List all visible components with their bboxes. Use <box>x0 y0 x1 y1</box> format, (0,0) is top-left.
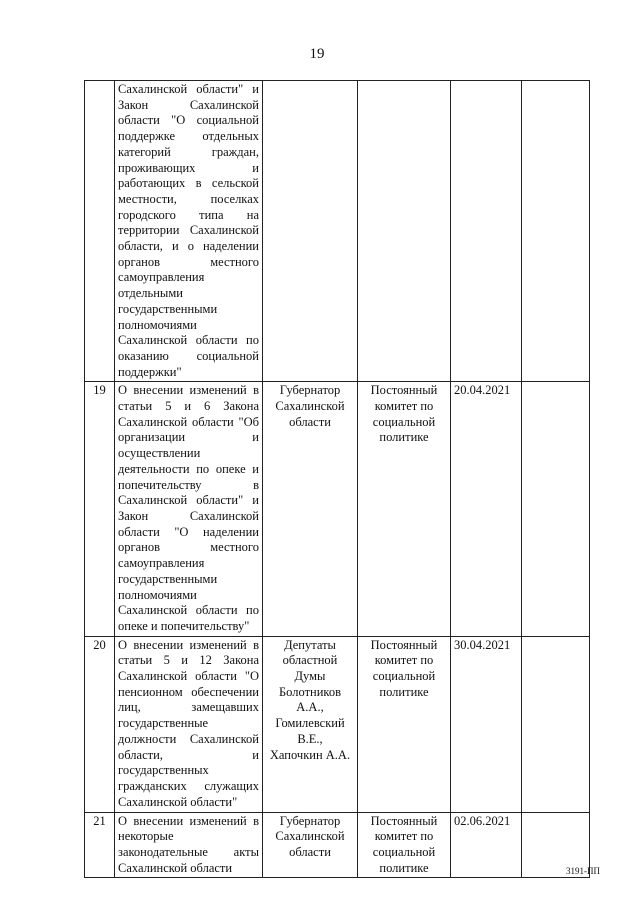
initiator-text: Губернатор Сахалинской области <box>275 383 345 429</box>
extra-cell <box>522 81 590 382</box>
date: 30.04.2021 <box>451 636 522 812</box>
bill-title <box>115 636 263 812</box>
page-number: 19 <box>309 46 325 62</box>
date: 20.04.2021 <box>451 382 522 636</box>
committee-text: Постоянный комитет по социальной политике <box>370 383 438 445</box>
initiator <box>263 636 358 812</box>
committee <box>358 382 451 636</box>
bill-title-text: О внесении изменений в некоторые законодательные акты Сахалинской области <box>118 813 259 875</box>
date <box>451 81 522 382</box>
row-number: 21 <box>85 812 115 878</box>
extra-cell <box>522 636 590 812</box>
committee-text: Постоянный комитет по социальной политике <box>370 637 438 699</box>
bill-title <box>115 382 263 636</box>
committee <box>358 812 451 878</box>
bill-title <box>115 812 263 878</box>
initiator-text: Губернатор Сахалинской области <box>275 813 345 860</box>
table-row <box>85 81 590 382</box>
row-number: 20 <box>85 636 115 812</box>
bills-table <box>84 80 590 878</box>
committee <box>358 636 451 812</box>
row-number <box>85 81 115 382</box>
initiator <box>263 81 358 382</box>
bill-title-text: О внесении изменений в статьи 5 и 12 Закона Сахалинской области "О пенсионном обеспечении лиц, замещавших государственные должности Сахалинской области, и государственных гражданских служащих Сахалинской области" <box>118 637 259 809</box>
row-number: 19 <box>85 382 115 636</box>
table-row <box>85 636 590 812</box>
initiator <box>263 812 358 878</box>
bill-title-text: Сахалинской области" и Закон Сахалинской области "О социальной поддержке отдельных категорий граждан, проживающих и работающих в сельской местности, поселках городского типа на территории Сахалинской области, и о наделении органов местного самоуправления отдельными государственными полномочиями Сахалинской области по оказанию социальной поддержки" <box>118 82 259 379</box>
committee <box>358 81 451 382</box>
document-code: 3191-ПП <box>566 866 600 876</box>
extra-cell <box>522 382 590 636</box>
bill-title <box>115 81 263 382</box>
committee-text: Постоянный комитет по социальной политике <box>370 813 438 875</box>
date: 02.06.2021 <box>451 812 522 878</box>
initiator-text: Депутаты областной Думы Болотников А.А., Гомилевский В.Е., Хапочкин А.А. <box>269 637 351 762</box>
bill-title-text: О внесении изменений в статьи 5 и 6 Закона Сахалинской области "Об организации и осуществлении деятельности по опеке и попечительству в Сахалинской области" и Закон Сахалинской области "О наделении органов местного самоуправления государственными полномочиями Сахалинской области по опеке и попечительству" <box>118 383 259 633</box>
initiator <box>263 382 358 636</box>
table-row <box>85 382 590 636</box>
table-row <box>85 812 590 878</box>
